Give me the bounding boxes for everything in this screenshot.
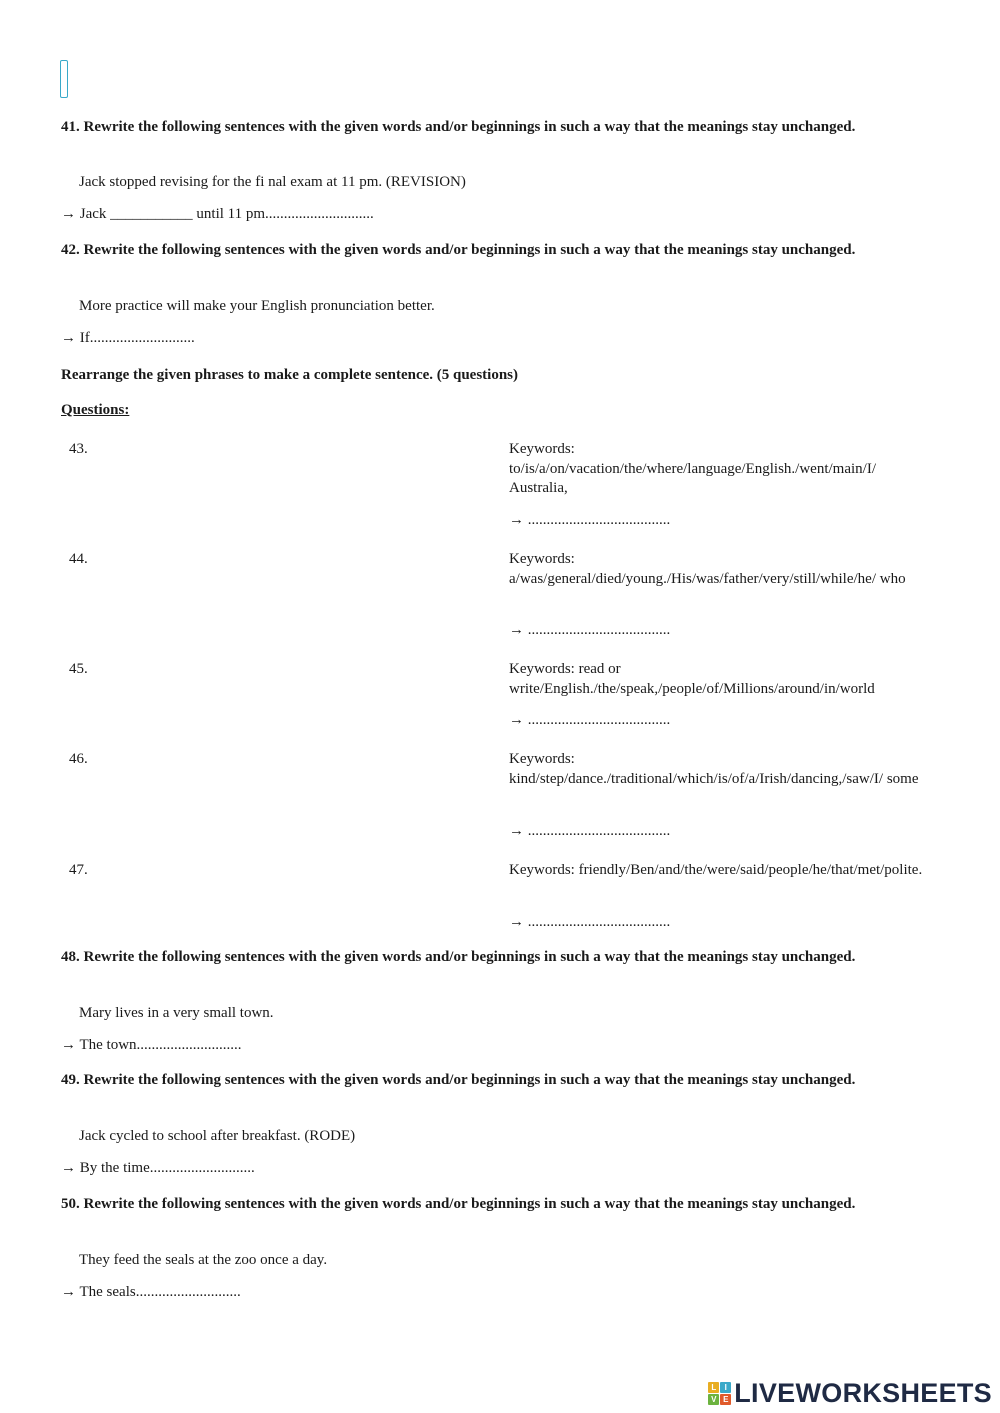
question-43-number: 43.: [69, 441, 88, 457]
question-46-number: 46.: [69, 751, 88, 767]
question-43-keywords: Keywords: to/is/a/on/vacation/the/where/language/English./went/main/I/ Australia,: [509, 441, 876, 496]
liveworksheets-logo-icon: [708, 1382, 731, 1405]
section-subtitle: Questions:: [61, 402, 130, 418]
question-41-sentence: Jack stopped revising for the fi nal exam at 11 pm. (REVISION): [79, 174, 466, 190]
logo-tile: V: [708, 1394, 719, 1405]
question-42-answer[interactable]: → If............................: [61, 330, 195, 346]
question-47-answer[interactable]: → ......................................: [509, 914, 671, 930]
logo-text: LIVEWORKSHEETS: [734, 1378, 992, 1408]
logo-tile: E: [720, 1394, 731, 1405]
question-44-answer[interactable]: → ......................................: [509, 622, 671, 638]
question-49-answer[interactable]: → By the time............................: [61, 1160, 255, 1176]
question-43-answer[interactable]: → ......................................: [509, 512, 671, 528]
bookmark-marker-icon: [60, 60, 68, 98]
question-50-answer[interactable]: → The seals............................: [61, 1284, 241, 1300]
question-41-heading: 41. Rewrite the following sentences with the given words and/or beginnings in such a way that the meanings stay unchanged.: [61, 119, 856, 135]
question-48-answer[interactable]: → The town............................: [61, 1037, 242, 1053]
question-42-sentence: More practice will make your English pronunciation better.: [79, 298, 435, 314]
section-title: Rearrange the given phrases to make a complete sentence. (5 questions): [61, 367, 519, 383]
liveworksheets-logo: [708, 1378, 992, 1409]
question-45-keywords: Keywords: read or write/English./the/speak,/people/of/Millions/around/in/world: [509, 661, 875, 697]
question-41-answer[interactable]: → Jack ___________ until 11 pm.............................: [61, 206, 374, 222]
question-46-keywords: Keywords: kind/step/dance./traditional/which/is/of/a/Irish/dancing,/saw/I/ some: [509, 751, 919, 787]
question-45-answer[interactable]: → ......................................: [509, 712, 671, 728]
logo-tile: I: [720, 1382, 731, 1393]
question-42-heading: 42. Rewrite the following sentences with the given words and/or beginnings in such a way that the meanings stay unchanged.: [61, 242, 856, 258]
question-49-sentence: Jack cycled to school after breakfast. (RODE): [79, 1128, 356, 1144]
question-45-number: 45.: [69, 661, 88, 677]
question-47-keywords: Keywords: friendly/Ben/and/the/were/said/people/he/that/met/polite.: [509, 862, 923, 878]
question-50-sentence: They feed the seals at the zoo once a day.: [79, 1252, 328, 1268]
question-48-sentence: Mary lives in a very small town.: [79, 1005, 274, 1021]
question-44-keywords: Keywords: a/was/general/died/young./His/was/father/very/still/while/he/ who: [509, 551, 906, 587]
question-48-heading: 48. Rewrite the following sentences with the given words and/or beginnings in such a way that the meanings stay unchanged.: [61, 949, 856, 965]
question-49-heading: 49. Rewrite the following sentences with the given words and/or beginnings in such a way that the meanings stay unchanged.: [61, 1072, 856, 1088]
question-44-number: 44.: [69, 551, 88, 567]
logo-tile: L: [708, 1382, 719, 1393]
question-46-answer[interactable]: → ......................................: [509, 823, 671, 839]
question-47-number: 47.: [69, 862, 88, 878]
question-50-heading: 50. Rewrite the following sentences with the given words and/or beginnings in such a way that the meanings stay unchanged.: [61, 1196, 856, 1212]
